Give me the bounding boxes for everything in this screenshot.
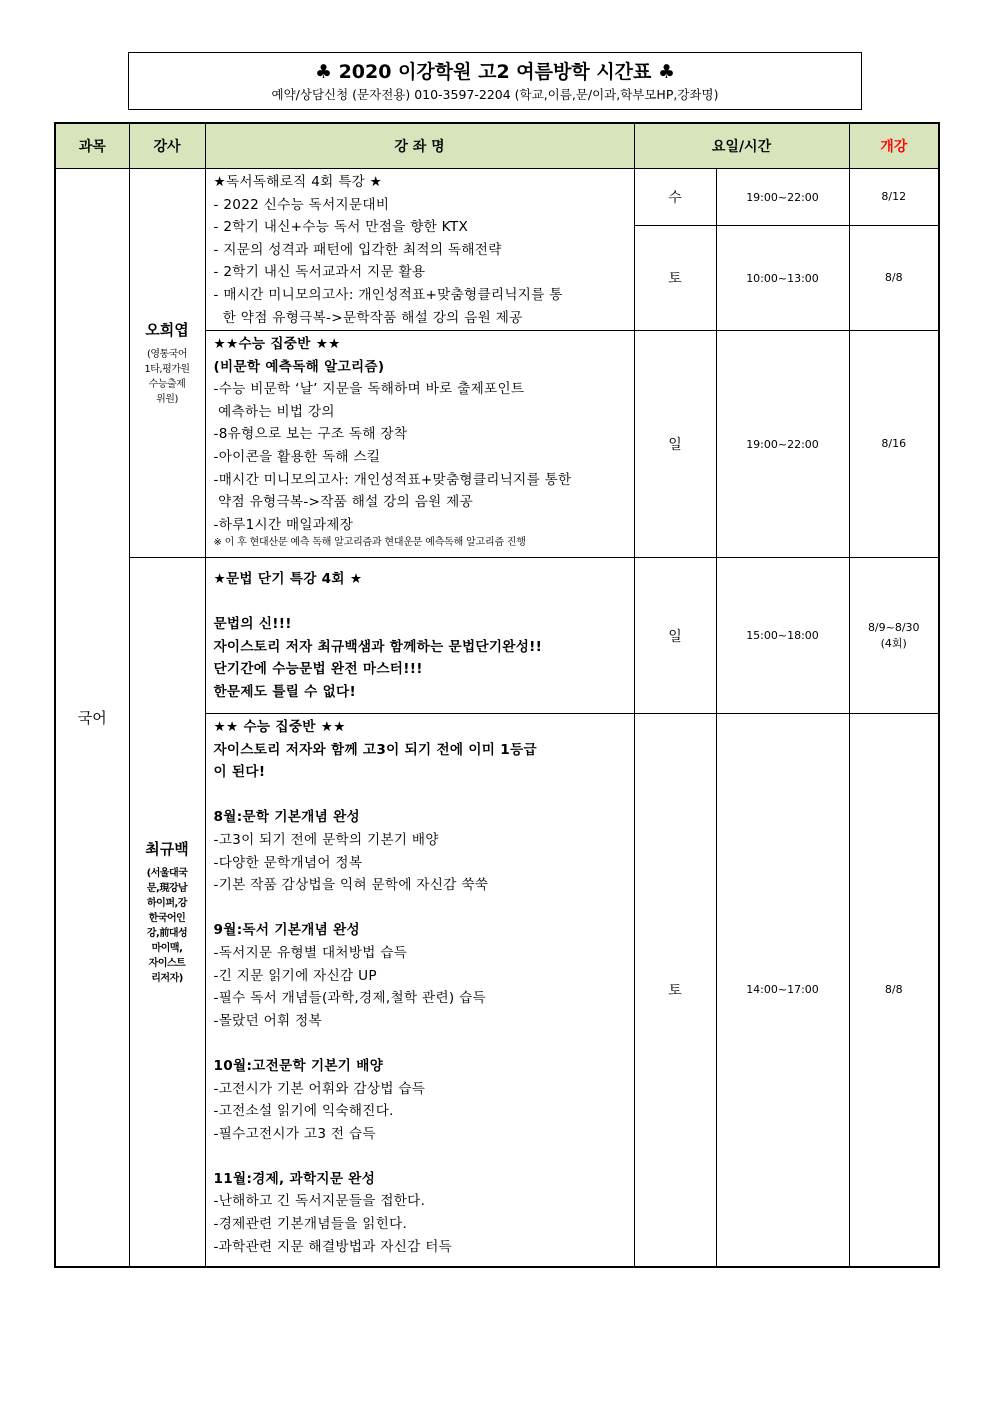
- course-line: -하루1시간 매일과제장: [213, 516, 354, 533]
- teacher-cell: [129, 169, 205, 558]
- header-open: 개강: [849, 123, 939, 169]
- header-schedule: 요일/시간: [634, 123, 849, 169]
- teacher-name: 오희엽: [145, 321, 189, 339]
- contact-info: 예약/상담신청 (문자전용) 010-3597-2204 (학교,이름,문/이과,학부모HP,강좌명): [271, 87, 719, 102]
- course-line: 8월:문학 기본개념 완성: [213, 809, 360, 826]
- day-cell: 토: [634, 226, 716, 331]
- course-line: -난해하고 긴 독서지문들을 접한다.: [213, 1193, 426, 1210]
- course-line: 한문제도 틀릴 수 없다!: [213, 683, 356, 700]
- course-line: -기본 작품 감상법을 익혀 문학에 자신감 쑥쑥: [213, 877, 489, 894]
- teacher-cell: [129, 558, 205, 1267]
- course-line: 9월:독서 기본개념 완성: [213, 922, 360, 939]
- course-line: 단기간에 수능문법 완전 마스터!!!: [213, 661, 423, 678]
- course-cell: [205, 169, 634, 331]
- course-note: ※ 이 후 현대산문 예측 독해 알고리즘과 현대운문 예측독해 알고리즘 진행: [213, 537, 526, 549]
- course-cell: [205, 714, 634, 1267]
- teacher-desc-line: (영통국어: [146, 349, 188, 360]
- teacher-desc-line: 강,前대성: [146, 927, 188, 939]
- day-cell: 일: [634, 558, 716, 714]
- teacher-desc-line: 마이맥,: [151, 942, 183, 954]
- teacher-desc: [130, 347, 205, 407]
- time-cell: 19:00~22:00: [716, 169, 849, 226]
- teacher-desc-line: 수능출제: [148, 379, 186, 390]
- open-date-cell: 8/8: [849, 226, 939, 331]
- course-line: - 2학기 내신 독서교과서 지문 활용: [213, 264, 426, 281]
- open-date-cell: 8/12: [849, 169, 939, 226]
- course-line: ★독서독해로직 4회 특강 ★: [213, 174, 383, 190]
- open-date-cell: 8/8: [849, 714, 939, 1267]
- course-line: -과학관련 지문 해결방법과 자신감 터득: [213, 1238, 453, 1255]
- course-line: -독서지문 유형별 대처방법 습득: [213, 944, 408, 961]
- table-row: [55, 169, 939, 226]
- course-line: -8유형으로 보는 구조 독해 장착: [213, 426, 408, 443]
- page-title: ♣ 2020 이강학원 고2 여름방학 시간표 ♣: [314, 61, 676, 83]
- title-box: [128, 52, 862, 110]
- teacher-desc-line: (서울대국: [146, 867, 188, 879]
- course-line: -긴 지문 읽기에 자신감 UP: [213, 967, 377, 984]
- course-line: 예측하는 비법 강의: [213, 403, 335, 420]
- teacher-desc-line: 리저자): [151, 972, 183, 984]
- course-line: 11월:경제, 과학지문 완성: [213, 1170, 376, 1187]
- teacher-desc-line: 하이퍼,강: [147, 897, 187, 909]
- course-line: -고전시가 기본 어휘와 감상법 습득: [213, 1080, 426, 1097]
- course-line: 한 약점 유형극복->문학작품 해설 강의 음원 제공: [213, 309, 523, 326]
- header-teacher: 강사: [129, 123, 205, 169]
- teacher-desc-line: 1타,평가원: [144, 364, 190, 375]
- teacher-desc-line: 문,現강남: [146, 882, 188, 894]
- day-cell: 수: [634, 169, 716, 226]
- open-date-cell: [849, 558, 939, 714]
- course-line: -매시간 미니모의고사: 개인성적표+맞춤형클리닉지를 통한: [213, 471, 572, 488]
- course-line: -수능 비문학 ‘날’ 지문을 독해하며 바로 출제포인트: [213, 381, 525, 398]
- course-line: 자이스토리 저자와 함께 고3이 되기 전에 이미 1등급: [213, 741, 537, 758]
- course-blank-line: [214, 591, 626, 614]
- table-header-row: [55, 123, 939, 169]
- header-subject: 과목: [55, 123, 129, 169]
- open-date: 8/9~8/30: [867, 620, 920, 634]
- course-line: ★★ 수능 집중반 ★★: [213, 719, 346, 735]
- day-cell: 일: [634, 331, 716, 558]
- course-line: 약점 유형극복->작품 해설 강의 음원 제공: [213, 494, 474, 511]
- course-line: - 2022 신수능 독서지문대비: [213, 196, 390, 213]
- schedule-table: [54, 122, 940, 1268]
- course-cell: [205, 331, 634, 558]
- course-line: -아이콘을 활용한 독해 스킬: [213, 448, 381, 465]
- open-sessions-count: (4회): [880, 636, 907, 650]
- subject-cell: 국어: [55, 169, 129, 1267]
- course-line: 10월:고전문학 기본기 배양: [213, 1057, 384, 1074]
- course-line: -고전소설 읽기에 익숙해진다.: [213, 1103, 394, 1120]
- course-blank-line: [214, 897, 626, 920]
- course-line: - 2학기 내신+수능 독서 만점을 향한 KTX: [213, 219, 469, 236]
- course-blank-line: [214, 1145, 626, 1168]
- course-line: -고3이 되기 전에 문학의 기본기 배양: [213, 831, 439, 848]
- table-row: [55, 558, 939, 714]
- header-course: 강 좌 명: [205, 123, 634, 169]
- time-cell: 15:00~18:00: [716, 558, 849, 714]
- time-cell: 19:00~22:00: [716, 331, 849, 558]
- teacher-name: 최규백: [145, 839, 189, 858]
- time-cell: 14:00~17:00: [716, 714, 849, 1267]
- teacher-desc: [130, 866, 205, 986]
- teacher-desc-line: 자이스트: [148, 957, 186, 969]
- course-line: 자이스토리 저자 최규백샘과 함께하는 문법단기완성!!: [213, 638, 543, 655]
- course-line: 이 된다!: [213, 764, 266, 781]
- course-line: (비문학 예측독해 알고리즘): [213, 358, 385, 375]
- course-line: -필수 독서 개념들(과학,경제,철학 관련) 습득: [213, 990, 486, 1007]
- teacher-desc-line: 한국어인: [148, 912, 186, 924]
- time-cell: 10:00~13:00: [716, 226, 849, 331]
- course-line: - 매시간 미니모의고사: 개인성적표+맞춤형클리닉지를 통: [213, 286, 563, 303]
- course-line: -다양한 문학개념어 정복: [213, 854, 363, 871]
- course-blank-line: [214, 784, 626, 807]
- teacher-desc-line: 위원): [156, 394, 178, 405]
- course-cell: [205, 558, 634, 714]
- course-line: ★문법 단기 특강 4회 ★: [213, 571, 363, 587]
- course-line: -경제관련 기본개념들을 읽힌다.: [213, 1216, 408, 1233]
- course-line: ★★수능 집중반 ★★: [213, 336, 341, 352]
- open-date-cell: 8/16: [849, 331, 939, 558]
- course-line: - 지문의 성격과 패턴에 입각한 최적의 독해전략: [213, 241, 502, 258]
- course-line: -몰랐던 어휘 정복: [213, 1012, 322, 1029]
- course-line: -필수고전시가 고3 전 습득: [213, 1125, 376, 1142]
- day-cell: 토: [634, 714, 716, 1267]
- course-line: 문법의 신!!!: [213, 616, 292, 633]
- course-blank-line: [214, 1032, 626, 1055]
